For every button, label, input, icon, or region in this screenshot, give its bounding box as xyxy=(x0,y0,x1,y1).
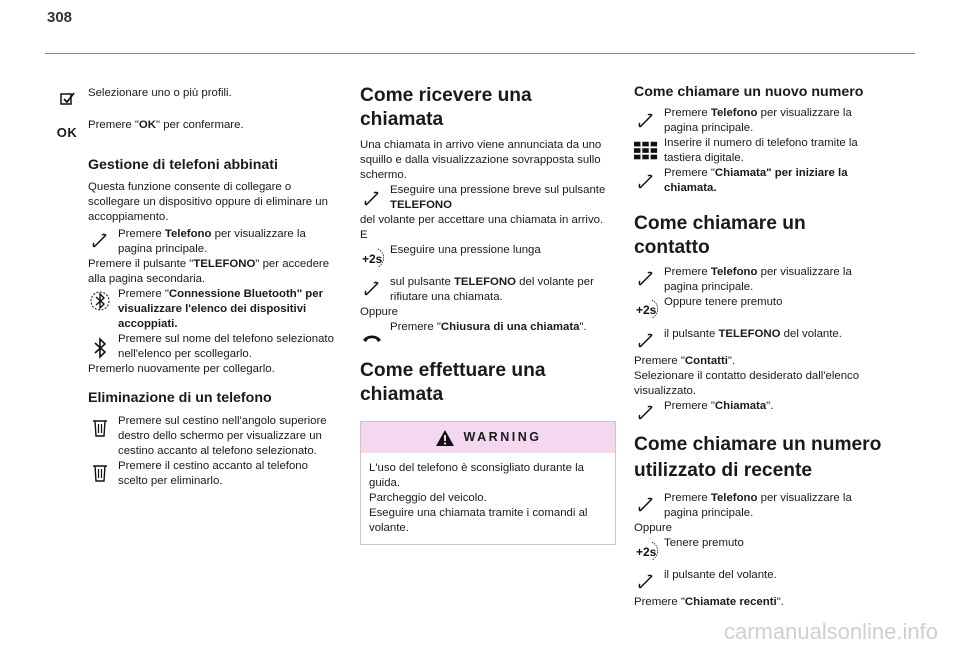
ok-icon: OK xyxy=(56,124,78,140)
pulsante-volante-item xyxy=(634,568,884,583)
svg-text:+2s: +2s xyxy=(636,545,657,559)
contatto-chiamata-text: Premere "Chiamata". xyxy=(664,400,774,412)
phone-handset-icon xyxy=(88,229,112,253)
lunga-item xyxy=(360,243,616,271)
warning-header xyxy=(361,422,615,453)
svg-text:+2s: +2s xyxy=(636,303,657,317)
cestino-text-2: Premere il cestino accanto al telefono scelto per eliminarlo. xyxy=(118,460,308,487)
watermark: carmanualsonline.info xyxy=(723,619,938,644)
heading-gestione: Gestione di telefoni abbinati xyxy=(88,157,278,173)
seleziona-contatto-text: Selezionare il contatto desiderato dall'elenco visualizzato. xyxy=(634,370,860,397)
svg-text:+2s: +2s xyxy=(362,252,383,266)
keypad-icon xyxy=(634,139,658,163)
phone-handset-icon xyxy=(634,493,658,517)
column-1 xyxy=(56,62,338,489)
contatto-pulsante-item xyxy=(634,327,884,342)
warning-text-2: Parcheggio del veicolo. xyxy=(369,492,487,504)
breve-text-a: Eseguire una pressione breve sul pulsante TELEFONO xyxy=(390,184,606,211)
recente-telefono-text: Premere Telefono per visualizzare la pagina principale. xyxy=(664,492,852,519)
warning-text-3: Eseguire una chiamata tramite i comandi al volante. xyxy=(369,507,588,534)
tenere-premuto-item xyxy=(634,536,884,564)
select-profile-item xyxy=(55,86,338,101)
heading-effettuare: Come effettuare una chiamata xyxy=(360,360,546,405)
checkbox-edit-icon xyxy=(55,86,79,110)
telefono-item-1 xyxy=(88,227,338,257)
phone-handset-icon xyxy=(360,277,384,301)
tastiera-text: Inserire il numero di telefono tramite la tastiera digitale. xyxy=(664,137,858,164)
nome-telefono-item xyxy=(88,332,338,362)
lunga-text: Eseguire una pressione lunga xyxy=(390,244,541,256)
rifiutare-text: sul pulsante TELEFONO del volante per rifiutare una chiamata. xyxy=(390,276,594,303)
e-text: E xyxy=(360,229,368,241)
chiusura-item xyxy=(360,320,616,335)
heading-nuovo: Come chiamare un nuovo numero xyxy=(634,84,864,100)
phone-handset-icon xyxy=(634,109,658,133)
nome-telefono-text: Premere sul nome del telefono selezionato nell'elenco per scollegarlo. xyxy=(118,333,334,360)
gestione-intro: Questa funzione consente di collegare o scollegare un dispositivo oppure di eliminare un accoppiamento. xyxy=(88,181,328,223)
tastiera-item xyxy=(634,136,884,166)
contatti-text: Premere "Contatti". xyxy=(634,355,736,367)
voice-command-2s-icon xyxy=(360,246,386,270)
warning-box xyxy=(360,421,616,545)
trash-icon xyxy=(88,416,112,440)
oppure-tenere-text: Oppure tenere premuto xyxy=(664,296,783,308)
premere-pulsante-text: Premere il pulsante "TELEFONO" per accedere alla pagina secondaria. xyxy=(88,258,330,285)
warning-text-1: L'uso del telefono è sconsigliato durante la guida. xyxy=(369,462,584,489)
recente-oppure-text: Oppure xyxy=(634,522,672,534)
column-3 xyxy=(634,62,884,610)
chiamata-text: Premere "Chiamata" per iniziare la chiamata. xyxy=(664,167,848,194)
nuovo-telefono-item xyxy=(634,106,884,136)
ok-text: Premere "OK" per confermare. xyxy=(88,119,244,131)
contatto-chiamata-item xyxy=(634,399,884,414)
column-2 xyxy=(360,62,616,545)
header-rule xyxy=(45,53,915,54)
recente-telefono-item xyxy=(634,491,884,521)
oppure-text: Oppure xyxy=(360,306,398,318)
voice-command-2s-icon xyxy=(634,539,660,563)
warning-triangle-icon xyxy=(435,429,455,447)
tenere-premuto-text: Tenere premuto xyxy=(664,537,744,549)
cestino-item-1 xyxy=(88,414,338,459)
ricevere-intro: Una chiamata in arrivo viene annunciata da uno squillo e dalla visualizzazione sovrapposta sullo schermo. xyxy=(360,139,602,181)
contatto-telefono-item xyxy=(634,265,884,295)
cestino-text-1: Premere sul cestino nell'angolo superiore destro dello schermo per visualizzare un cestino accanto al telefono selezionato. xyxy=(118,415,327,457)
trash-icon xyxy=(88,461,112,485)
premerlo-text: Premerlo nuovamente per collegarlo. xyxy=(88,363,275,375)
ok-item xyxy=(55,118,338,140)
telefono-text-1: Premere Telefono per visualizzare la pagina principale. xyxy=(118,228,306,255)
warning-body xyxy=(361,453,615,544)
rifiutare-item xyxy=(360,275,616,305)
nuovo-telefono-text: Premere Telefono per visualizzare la pagina principale. xyxy=(664,107,852,134)
chiamata-item xyxy=(634,166,884,196)
cestino-item-2 xyxy=(88,459,338,489)
contatto-telefono-text: Premere Telefono per visualizzare la pagina principale. xyxy=(664,266,852,293)
breve-item xyxy=(360,183,616,213)
phone-handset-icon xyxy=(634,329,658,353)
warning-title: WARNING xyxy=(463,430,542,444)
bluetooth-circle-icon xyxy=(88,289,112,313)
contatto-pulsante-text: il pulsante TELEFONO del volante. xyxy=(664,328,842,340)
bluetooth-icon xyxy=(88,336,112,360)
heading-contatto: Come chiamare un contatto xyxy=(634,213,806,258)
pulsante-volante-text: il pulsante del volante. xyxy=(664,569,777,581)
page-number: 308 xyxy=(47,9,73,26)
phone-handset-icon xyxy=(634,401,658,425)
recenti-text: Premere "Chiamate recenti". xyxy=(634,596,784,608)
bluetooth-text: Premere "Connessione Bluetooth" per visualizzare l'elenco dei dispositivi accoppiati. xyxy=(118,288,324,330)
phone-handset-icon xyxy=(634,267,658,291)
hang-up-icon xyxy=(360,326,384,350)
oppure-tenere-item xyxy=(634,295,884,323)
heading-recente: Come chiamare un numero utilizzato di recente xyxy=(634,434,882,481)
chiusura-text: Premere "Chiusura di una chiamata". xyxy=(390,321,587,333)
breve-text-b: del volante per accettare una chiamata in arrivo. xyxy=(360,214,604,226)
voice-command-2s-icon xyxy=(634,297,660,321)
heading-ricevere: Come ricevere una chiamata xyxy=(360,85,532,130)
bluetooth-item xyxy=(88,287,338,332)
phone-handset-icon xyxy=(634,170,658,194)
heading-eliminazione: Eliminazione di un telefono xyxy=(88,390,272,406)
phone-handset-icon xyxy=(634,570,658,594)
select-profile-text: Selezionare uno o più profili. xyxy=(88,87,232,99)
phone-handset-icon xyxy=(360,187,384,211)
